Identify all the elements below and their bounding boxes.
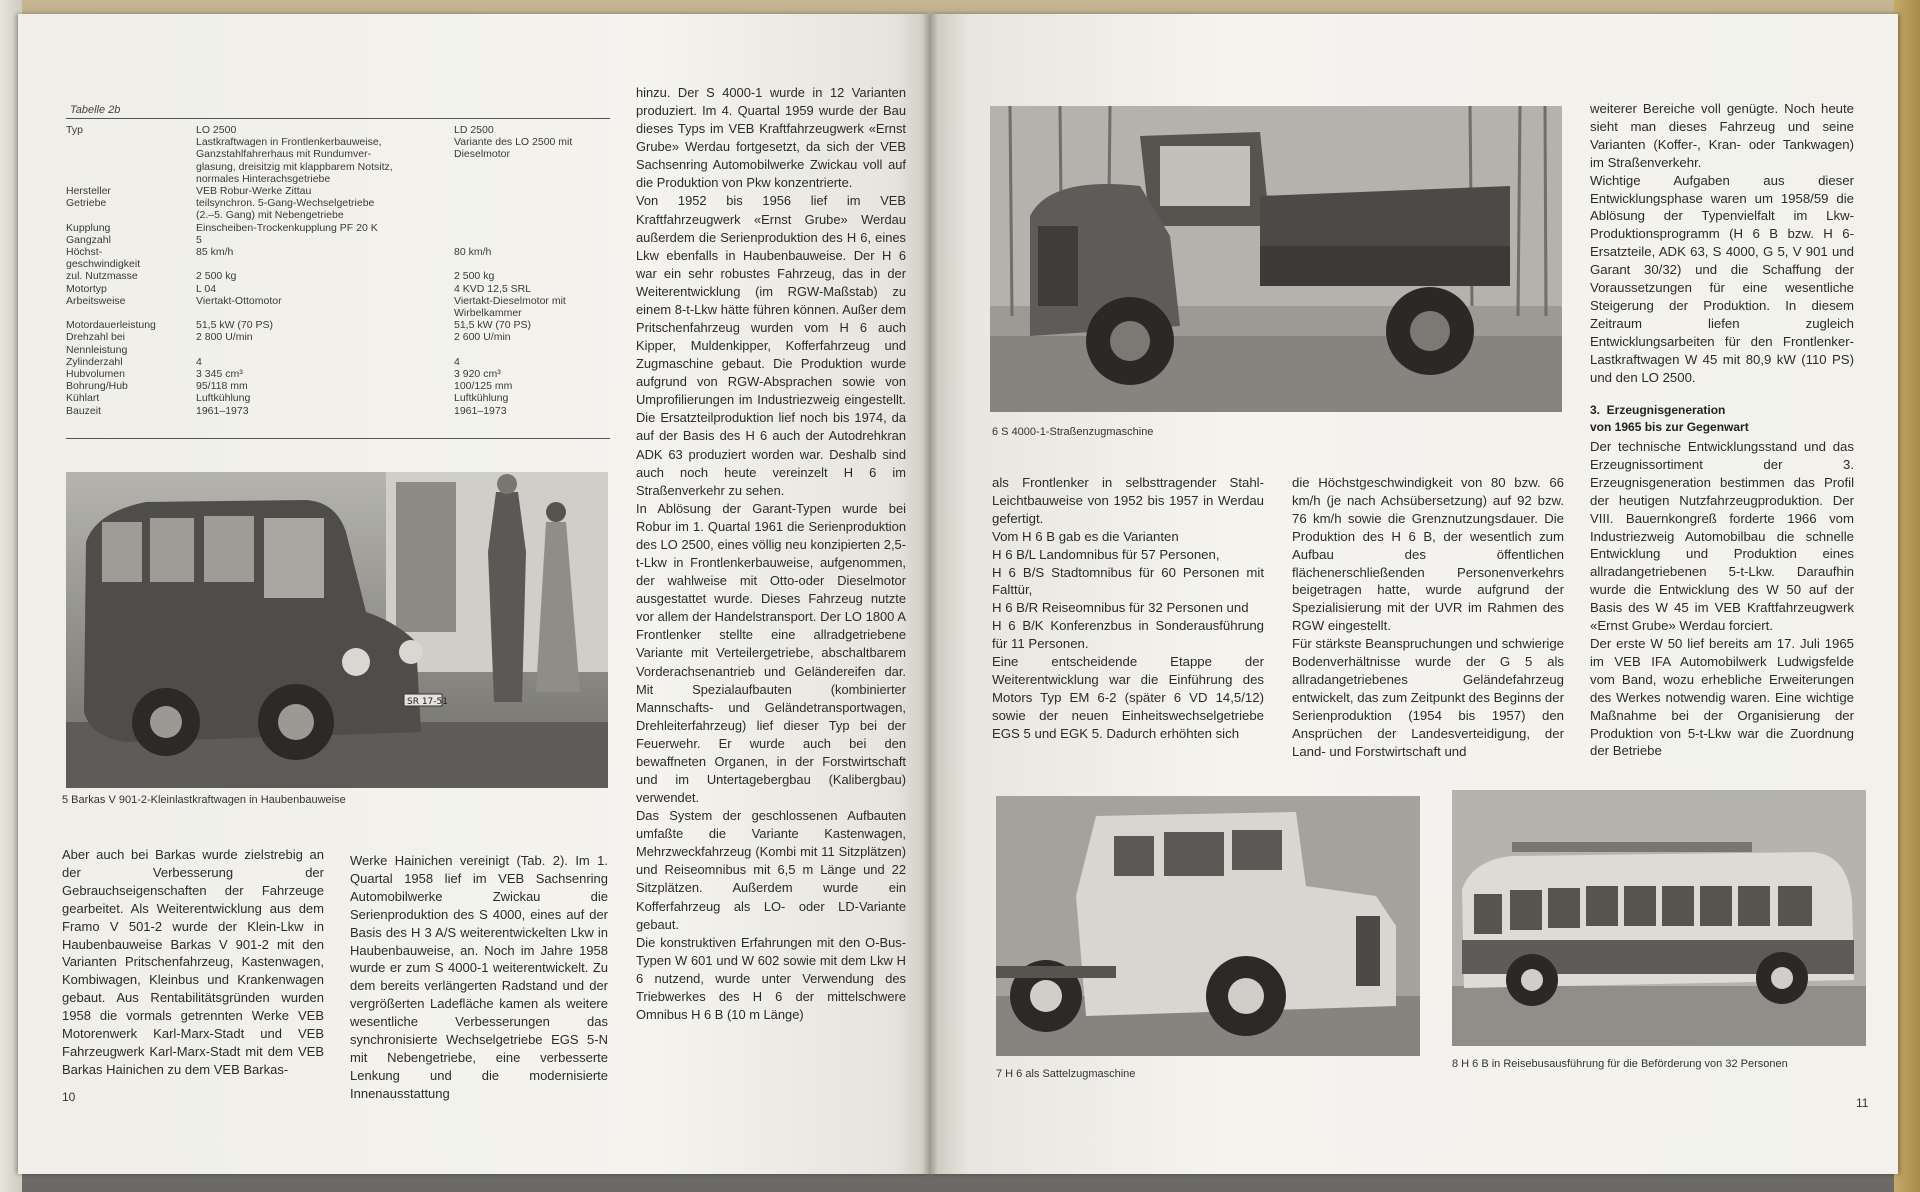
paragraph: In Ablösung der Garant-Typen wurde bei Robur im 1. Quartal 1961 die Serienproduktion des LO 2500, eines völlig neu konzipierten 2,5-t-Lkw in Frontlenkerbauweise, aufgenommen, der wahlweise mit Otto-oder Dieselmotor ausgestattet wurde. Dieses Fahrzeug nutzte vor allem der Handelstransport. Der LO 1800 A Frontlenker stellte eine allradgetriebene Variante mit Verteilergetriebe, abschaltbarem Vorderachsenantrieb und Geländereifen dar. Mit Spezialaufbauten (kombinierter Mannschafts- und Geländetransportwagen, Drehleiterfahrzeug) lief dieser Typ bei der Feuerwehr. Er wurde auch bei den bewaffneten Organen, in der Forstwirtschaft und im Untertagebergbau (Kalibergbau) verwendet. bbox=[636, 500, 906, 806]
page-number-left: 10 bbox=[62, 1090, 76, 1104]
table-cell: 85 km/h bbox=[196, 246, 234, 259]
page-number-right: 11 bbox=[1856, 1096, 1869, 1110]
paragraph: Der technische Entwicklungsstand und das Erzeugnissortiment der 3. Erzeugnisgeneration bestimmen das Profil der heutigen Nutzfahrzeugproduktion. Der VIII. Bauernkongreß forderte 1966 vom Industriezweig Automobilbau die schnelle Entwicklung und Produktion eines allradangetriebenen 5-t-Lkw. Daraufhin wurde die Entwicklung des W 50 auf der Basis des W 45 im VEB Kraftfahrzeugwerk «Ernst Grube» Werdau forciert. bbox=[1590, 439, 1854, 634]
table-cell: Bauzeit bbox=[66, 404, 102, 417]
table-cell: 4 KVD 12,5 SRL bbox=[454, 282, 532, 295]
table-cell bbox=[454, 234, 610, 246]
table-row bbox=[66, 405, 610, 417]
table-row bbox=[66, 185, 610, 197]
paragraph: Die konstruktiven Erfahrungen mit den O-Bus-Typen W 601 und W 602 sowie mit dem Lkw H 6 nutzend, wurde unter Verwendung des Triebwerkes des H 6 der mittelschwere Omnibus H 6 B (10 m Länge) bbox=[636, 934, 906, 1022]
table-bottom-rule bbox=[66, 438, 610, 439]
table-row bbox=[66, 331, 610, 355]
table-cell: 51,5 kW (70 PS) bbox=[196, 319, 274, 332]
paragraph: Wichtige Aufgaben aus dieser Entwicklungsphase waren um 1958/59 die Ablösung der Typenvielfalt im Lkw-Produktionsprogramm (H 6 B bzw. H 6-Ersatzteile, ADK 63, S 4000, G 5, V 901 und Garant 30/32) und die Schaffung der Voraussetzungen für eine wesentliche Steigerung der Produktion. In diesem Zeitraum liefen zugleich Entwicklungsarbeiten für den Frontlenker-Lastkraftwagen W 45 mit 80,9 kW (110 PS) und den LO 2500. bbox=[1590, 172, 1854, 385]
table-cell: 95/118 mm bbox=[196, 380, 248, 393]
table-cell: 4 bbox=[196, 355, 202, 368]
left-text-column-2 bbox=[350, 852, 608, 1103]
table-cell: Kupplung bbox=[66, 221, 111, 234]
left-text-column-1 bbox=[62, 846, 324, 1079]
paragraph: die Höchstgeschwindigkeit von 80 bzw. 66 km/h (je nach Achsübersetzung) auf 92 bzw. 76 km/h sowie die Grenznutzungsdauer. Die Produktion des H 6 B, der wesentlich zum Aufbau des öffentlichen flächenerschließenden Personenverkehrs beigetragen hatte, wurde aufgrund der Spezialisierung mit der UVR im Rahmen des RGW eingestellt. bbox=[1292, 475, 1564, 634]
table-cell: Getriebe bbox=[66, 197, 107, 210]
paragraph: weiterer Bereiche voll genügte. Noch heute sieht man dieses Fahrzeug und seine Varianten (Koffer-, Kran- oder Tankwagen) im Straßenverkehr. bbox=[1590, 101, 1854, 170]
spec-table bbox=[66, 124, 610, 417]
table-row bbox=[66, 124, 610, 185]
table-cell: Bohrung/Hub bbox=[66, 380, 128, 393]
table-row bbox=[66, 392, 610, 404]
paragraph: H 6 B/L Landomnibus für 57 Personen, bbox=[992, 546, 1220, 562]
book-gutter bbox=[922, 14, 938, 1174]
right-text-column-3-top bbox=[1590, 100, 1854, 387]
table-cell: Motortyp bbox=[66, 282, 107, 295]
table-cell: Luftkühlung bbox=[454, 392, 509, 405]
table-cell: 3 920 cm³ bbox=[454, 368, 501, 381]
table-cell: Drehzahl bei Nennleistung bbox=[66, 331, 128, 356]
table-cell: 1961–1973 bbox=[196, 404, 249, 417]
table-row bbox=[66, 197, 610, 221]
table-caption: Tabelle 2b bbox=[70, 104, 121, 116]
table-cell: Zylinderzahl bbox=[66, 355, 123, 368]
table-cell: 80 km/h bbox=[454, 246, 492, 259]
table-cell: LD 2500 Variante des LO 2500 mit Dieselmotor bbox=[454, 124, 573, 161]
table-row bbox=[66, 270, 610, 282]
photo-s4000-1 bbox=[990, 106, 1562, 412]
table-cell: 1961–1973 bbox=[454, 404, 507, 417]
paragraph: Eine entscheidende Etappe der Weiterentwicklung war die Einführung des Motors Typ EM 6-2 (später 6 VD 14,5/12) sowie der neuen Einheitswechselgetriebe EGS 5 und EGK 5. Dadurch erhöhten sich bbox=[992, 654, 1264, 741]
paragraph: hinzu. Der S 4000-1 wurde in 12 Varianten produziert. Im 4. Quartal 1959 wurde der Bau dieses Typs im VEB Kraftfahrzeugwerk «Ernst Grube» Werdau fortgesetzt, da sich der VEB Sachsenring Automobilwerke Zwickau voll auf die Produktion von Pkw konzentrierte. bbox=[636, 85, 906, 191]
left-text-column-3 bbox=[636, 84, 906, 1024]
right-text-column-1 bbox=[992, 474, 1264, 743]
caption-photo-8: 8 H 6 B in Reisebusausführung für die Beförderung von 32 Personen bbox=[1452, 1058, 1788, 1070]
table-cell: Luftkühlung bbox=[196, 392, 251, 405]
paragraph: H 6 B/K Konferenzbus in Sonderausführung für 11 Personen. bbox=[992, 618, 1264, 652]
table-cell: Höchst- geschwindigkeit bbox=[66, 246, 141, 271]
table-cell: zul. Nutzmasse bbox=[66, 270, 138, 283]
paragraph: Vom H 6 B gab es die Varianten bbox=[992, 528, 1179, 544]
table-cell: L 04 bbox=[196, 282, 217, 295]
table-row bbox=[66, 319, 610, 331]
right-text-column-2 bbox=[1292, 474, 1564, 761]
table-cell: Arbeitsweise bbox=[66, 294, 126, 307]
paragraph: Werke Hainichen vereinigt (Tab. 2). Im 1. Quartal 1958 lief im VEB Sachsenring Automobilwerke Zwickau die Serienproduktion des S 4000, eines auf der Basis des H 3 A/S weiterentwickelten Lkw in Haubenbauweise, an. Noch im Jahre 1958 wurde er zum S 4000-1 weiterentwickelt. Zu dem bereits verlängerten Radstand und der vergrößerten Ladefläche kamen als weitere wesentliche Verbesserungen das synchronisierte Wechselgetriebe EGS 5-N mit Nebengetriebe, eine verbesserte Lenkung und die modernisierte Innenausstattung bbox=[350, 853, 608, 1101]
photo-h6b-reisebus bbox=[1452, 790, 1866, 1046]
license-plate: SR 17-51 bbox=[407, 697, 448, 707]
table-cell: 2 500 kg bbox=[196, 270, 237, 283]
table-cell bbox=[454, 185, 610, 197]
paragraph: H 6 B/R Reiseomnibus für 32 Personen und bbox=[992, 600, 1249, 616]
caption-photo-6: 6 S 4000-1-Straßenzugmaschine bbox=[992, 426, 1154, 438]
table-cell: Kühlart bbox=[66, 392, 100, 405]
table-cell: LO 2500 Lastkraftwagen in Frontlenkerbauweise, Ganzstahlfahrerhaus mit Rundumver- glasung, dreisitzig mit klappbarem Notsitz, normales Hinterachsgetriebe bbox=[196, 124, 393, 185]
paragraph: Der erste W 50 lief bereits am 17. Juli 1965 im VEB IFA Automobilwerk Ludwigsfelde vom Band, wozu erhebliche Erweiterungen des Werkes notwendig waren. Eine wichtige Maßnahme bei der Organisierung der Produktion von 5-t-Lkw war die Zuordnung der Betriebe bbox=[1590, 635, 1854, 759]
table-cell: 3 345 cm³ bbox=[196, 368, 243, 381]
table-cell: 2 600 U/min bbox=[454, 331, 511, 344]
paragraph: Für stärkste Beanspruchungen und schwierige Bodenverhältnisse wurde der G 5 als allradangetriebenes Geländefahrzeug entwickelt, das zum Zeitpunkt des Beginns der Serienproduktion (1954 bis 1957) den Ansprüchen der Landesverteidigung, der Land- und Forstwirtschaft und bbox=[1292, 636, 1564, 759]
table-cell: 2 500 kg bbox=[454, 270, 495, 283]
table-cell: Einscheiben-Trockenkupplung PF 20 K bbox=[196, 221, 378, 234]
table-row bbox=[66, 356, 610, 368]
table-row bbox=[66, 234, 610, 246]
table-cell bbox=[454, 222, 610, 234]
photo-barkas-v901 bbox=[66, 472, 608, 788]
table-row bbox=[66, 295, 610, 319]
table-cell: Hersteller bbox=[66, 185, 111, 198]
table-row bbox=[66, 283, 610, 295]
table-cell: 2 800 U/min bbox=[196, 331, 253, 344]
paragraph: Das System der geschlossenen Aufbauten umfaßte die Variante Kastenwagen, Mehrzweckfahrzeug (Kombi mit 11 Sitzplätzen) und Reiseomnibus mit 6,5 m Länge und 22 Sitzplätzen. Außerdem wurde ein Kofferfahrzeug als LO- oder LD-Variante gebaut. bbox=[636, 808, 906, 932]
paragraph: Von 1952 bis 1956 lief im VEB Kraftfahrzeugwerk «Ernst Grube» Werdau außerdem die Serienproduktion des H 6, eines Lkw ebenfalls in Haubenbauweise. Der H 6 war ein sehr robustes Fahrzeug, das in der Weiterentwicklung (im RGW-Maßstab) zu einem 8-t-Lkw hätte führen können. Außer dem Pritschenfahrzeug wurden vom H 6 auch Kipper, Muldenkipper, Kofferfahrzeug und Zugmaschine gebaut. Die Produktion wurde aufgrund von RGW-Absprachen sowie von Umprofilierungen im Industriezweig eingestellt. Die Ersatzteilproduktion lief noch bis 1974, da auf der Basis des H 6 auch der Autodrehkran ADK 63 produziert worden war. Deshalb sind auch noch heute vereinzelt H 6 im Straßenverkehr zu sehen. bbox=[636, 193, 906, 498]
caption-photo-5: 5 Barkas V 901-2-Kleinlastkraftwagen in Haubenbauweise bbox=[62, 794, 346, 806]
photo-h6-sattelzug bbox=[996, 796, 1420, 1056]
table-row bbox=[66, 380, 610, 392]
paragraph: H 6 B/S Stadtomnibus für 60 Personen mit Falttür, bbox=[992, 564, 1264, 598]
paragraph: als Frontlenker in selbsttragender Stahl-Leichtbauweise von 1952 bis 1957 in Werdau gefertigt. bbox=[992, 475, 1264, 526]
table-row bbox=[66, 246, 610, 270]
table-cell: Motordauerleistung bbox=[66, 319, 156, 332]
table-row bbox=[66, 222, 610, 234]
table-cell: Gangzahl bbox=[66, 233, 111, 246]
table-cell: 4 bbox=[454, 355, 460, 368]
table-cell bbox=[454, 197, 610, 221]
table-cell: Hubvolumen bbox=[66, 368, 125, 381]
table-cell: teilsynchron. 5-Gang-Wechselgetriebe (2.–5. Gang) mit Nebengetriebe bbox=[196, 197, 375, 222]
table-cell: Viertakt-Dieselmotor mit Wirbelkammer bbox=[454, 294, 566, 320]
table-top-rule bbox=[66, 118, 610, 119]
table-cell: 100/125 mm bbox=[454, 380, 513, 393]
section-heading: 3. Erzeugnisgeneration von 1965 bis zur Gegenwart bbox=[1590, 403, 1749, 434]
table-row bbox=[66, 368, 610, 380]
table-cell: 5 bbox=[196, 233, 202, 246]
paragraph: Aber auch bei Barkas wurde zielstrebig an der Verbesserung der Gebrauchseigenschaften der Fahrzeuge gearbeitet. Als Weiterentwicklung aus dem Framo V 501-2 wurde der Klein-Lkw in Haubenbauweise Barkas V 901-2 mit den Varianten Pritschenfahrzeug, Kastenwagen, Kombiwagen, Kleinbus und Krankenwagen gebaut. Aus Rentabilitätsgründen wurden 1958 die vormals getrennten Werke VEB Motorenwerk Karl-Marx-Stadt und VEB Fahrzeugwerk Karl-Marx-Stadt mit dem VEB Barkas Hainichen zu dem VEB Barkas- bbox=[62, 847, 324, 1077]
table-cell: 51,5 kW (70 PS) bbox=[454, 319, 532, 332]
table-cell: VEB Robur-Werke Zittau bbox=[196, 185, 312, 198]
right-text-column-3-bottom bbox=[1590, 438, 1854, 760]
table-cell: Typ bbox=[66, 124, 83, 136]
table-cell: Viertakt-Ottomotor bbox=[196, 294, 282, 307]
caption-photo-7: 7 H 6 als Sattelzugmaschine bbox=[996, 1068, 1136, 1080]
